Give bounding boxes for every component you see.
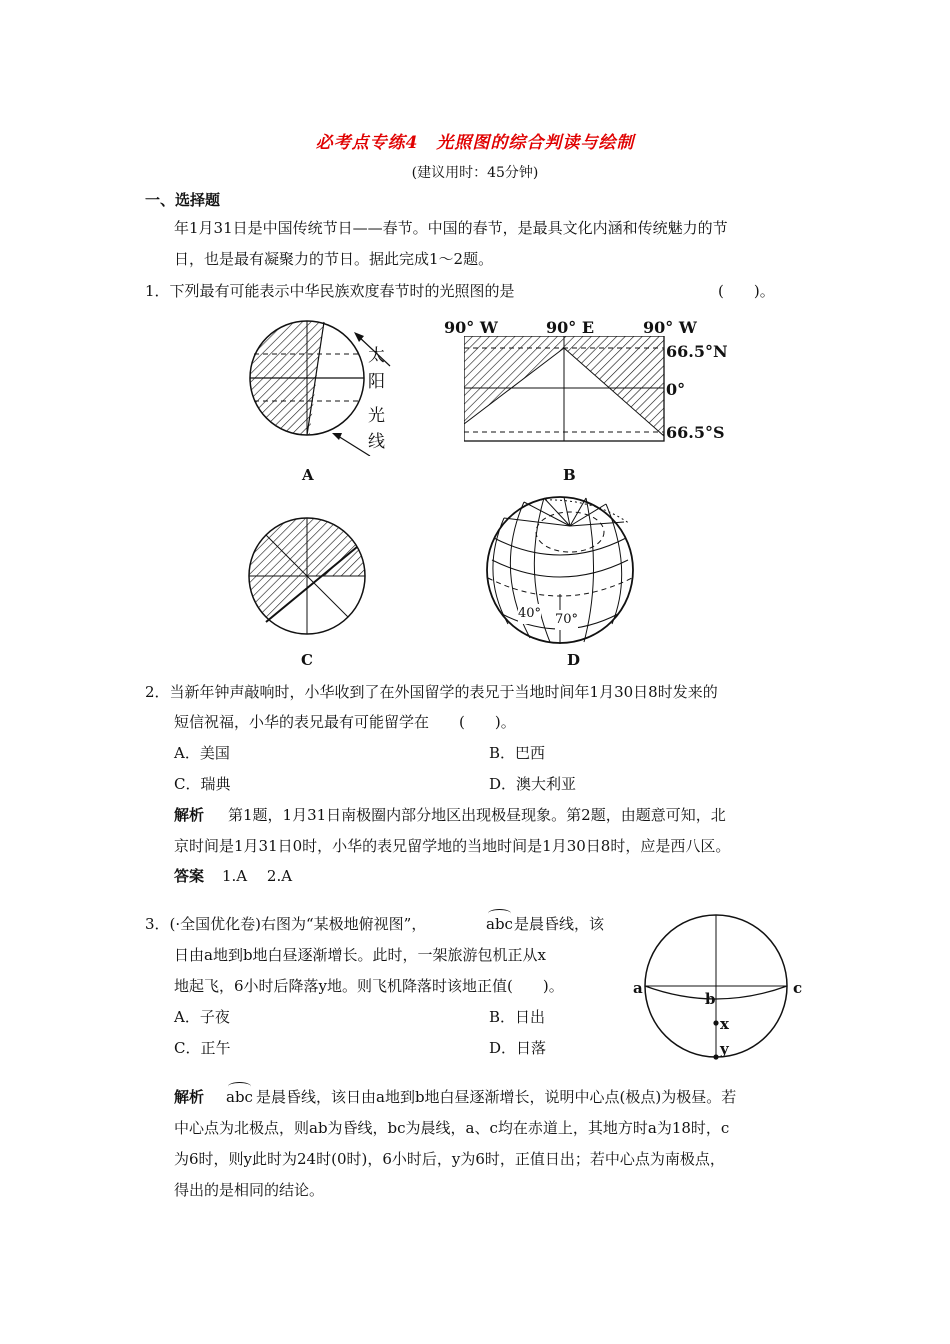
lat-label-2: 0°: [666, 380, 686, 399]
figure-c-caption: C: [301, 651, 313, 669]
q3-option-b: B．日出: [489, 1008, 546, 1026]
q3-arc-wrap: [486, 914, 513, 934]
figure-d-label-40: 40°: [518, 604, 541, 624]
figure-a-caption: A: [302, 466, 314, 484]
q2-option-a: A．美国: [174, 744, 230, 762]
analysis-3-line-4: 得出的是相同的结论。: [174, 1181, 325, 1199]
lat-label-1: 66.5°N: [666, 342, 728, 361]
q3-option-a: A．子夜: [174, 1008, 230, 1026]
q3-arc-abc: abc: [486, 915, 513, 933]
q3-option-c: C．正午: [174, 1039, 231, 1057]
lon-label-2: 90° E: [546, 318, 595, 337]
label-x: x: [720, 1015, 729, 1033]
q1-stem: 1．下列最有可能表示中华民族欢度春节时的光照图的是: [145, 282, 515, 300]
intro-line-1: 年1月31日是中国传统节日——春节。中国的春节，是最具文化内涵和传统魅力的节: [174, 219, 728, 237]
section-heading: 一、选择题: [145, 191, 221, 209]
lon-label-3: 90° W: [643, 318, 697, 337]
analysis-1-line-1: 第1题，1月31日南极圈内部分地区出现极昼现象。第2题，由题意可知，北: [228, 806, 726, 824]
analysis-3-line-2: 中心点为北极点，则ab为昏线，bc为晨线，a、c均在赤道上，其地方时a为18时，c: [174, 1119, 730, 1137]
q2-option-b: B．巴西: [489, 744, 546, 762]
figure-c-diagram: [240, 507, 375, 647]
label-y: y: [720, 1040, 729, 1058]
analysis-3-arc: abc: [226, 1088, 253, 1106]
analysis-3-arc-wrap: [226, 1087, 253, 1107]
intro-line-2: 日，也是最有凝聚力的节日。据此完成1～2题。: [174, 250, 494, 268]
q3-option-d: D．日落: [489, 1039, 547, 1057]
q3-stem-1b: 是晨昏线，该: [514, 915, 605, 933]
q3-stem-2: 日由a地到b地白昼逐渐增长。此时，一架旅游包机正从x: [174, 946, 547, 964]
sun-label-4: 线: [368, 432, 385, 452]
figure-d-caption: D: [567, 651, 581, 669]
sun-label-3: 光: [368, 406, 385, 426]
answer-1-text: 1.A 2.A: [222, 867, 293, 885]
lon-label-1: 90° W: [444, 318, 498, 337]
figure-d-label-70: 70°: [555, 610, 578, 630]
q3-stem-3: 地起飞，6小时后降落y地。则飞机降落时该地正值( )。: [174, 977, 564, 995]
figure-b-caption: B: [563, 466, 576, 484]
q1-blank: ( )。: [718, 282, 775, 300]
label-c: c: [793, 979, 803, 997]
answer-1-label: 答案: [174, 867, 205, 885]
q2-stem-1: 2．当新年钟声敲响时，小华收到了在外国留学的表兄于当地时间年1月30日8时发来的: [145, 683, 718, 701]
analysis-3-line-1: 是晨昏线，该日由a地到b地白昼逐渐增长，说明中心点(极点)为极昼。若: [256, 1088, 737, 1106]
q2-option-d: D．澳大利亚: [489, 775, 577, 793]
q2-stem-2: 短信祝福，小华的表兄最有可能留学在 ( )。: [174, 713, 516, 731]
analysis-1-line-2: 京时间是1月31日0时，小华的表兄留学地的当地时间是1月30日8时，应是西八区。: [174, 837, 731, 855]
q3-stem-1a: 3．(·全国优化卷)右图为“某极地俯视图”，: [145, 915, 427, 933]
page-title: 必考点专练4 光照图的综合判读与绘制: [315, 133, 635, 153]
figure-b-diagram: [464, 336, 668, 444]
sun-label-1: 太: [368, 346, 385, 366]
label-a: a: [633, 979, 643, 997]
time-suggestion: (建议用时：45分钟): [411, 165, 539, 181]
label-b: b: [705, 990, 716, 1008]
lat-label-3: 66.5°S: [666, 423, 725, 442]
analysis-3-label: 解析: [174, 1088, 205, 1106]
sun-label-2: 阳: [368, 372, 385, 392]
analysis-1-label: 解析: [174, 806, 205, 824]
analysis-3-line-3: 为6时，则y此时为24时(0时)，6小时后，y为6时，正值日出；若中心点为南极点，: [174, 1150, 725, 1168]
polar-view-diagram: [642, 912, 792, 1062]
q2-option-c: C．瑞典: [174, 775, 231, 793]
